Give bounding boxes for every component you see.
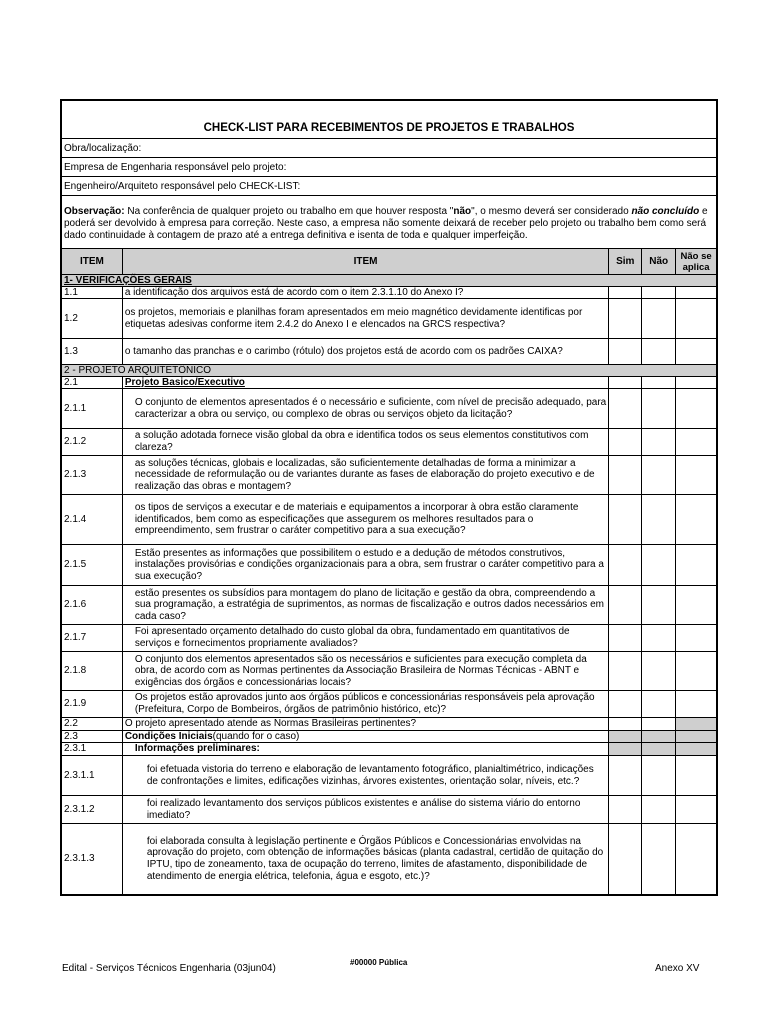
answer-nao-aplica-cell[interactable] <box>676 586 716 624</box>
table-row <box>62 586 716 625</box>
obs-nao: não <box>453 206 472 217</box>
section-verificacoes-gerais <box>62 275 716 287</box>
answer-nao-aplica-cell[interactable] <box>676 456 716 494</box>
answer-sim-cell[interactable] <box>609 756 642 795</box>
table-row <box>62 377 716 389</box>
answer-sim-cell[interactable] <box>609 389 642 428</box>
answer-nao-cell[interactable] <box>642 718 676 730</box>
row-text: Os projetos estão aprovados junto aos órgãos públicos e concessionárias responsáveis pela aprovação (Prefeitura, Corpo de Bombeiros, órgãos de patrimônio histórico, etc)? <box>123 691 610 717</box>
answer-sim-cell <box>609 743 642 755</box>
row-text: Foi apresentado orçamento detalhado do custo global da obra, fundamentado em quantitativos de serviços e fornecimentos propriamente avaliados? <box>123 625 610 651</box>
answer-sim-cell[interactable] <box>609 545 642 585</box>
answer-nao-cell[interactable] <box>642 545 676 585</box>
engenheiro-label: Engenheiro/Arquiteto responsável pelo CHECK-LIST: <box>64 180 301 192</box>
row-text-bold: Condições Iniciais <box>124 730 213 742</box>
table-row <box>62 545 716 586</box>
row-text: foi realizado levantamento dos serviços públicos existentes e análise do sistema viário do entorno imediato? <box>123 796 610 823</box>
row-num: 2.3 <box>62 731 123 742</box>
observation-note <box>62 196 716 249</box>
answer-sim-cell[interactable] <box>609 287 642 298</box>
row-num: 2.1.6 <box>62 586 123 624</box>
answer-nao-aplica-cell[interactable] <box>676 545 716 585</box>
answer-nao-aplica-cell[interactable] <box>676 299 716 338</box>
row-text: os projetos, memoriais e planilhas foram apresentados em meio magnético devidamente identificas por etiquetas adesivas conforme item 2.4.2 do Anexo I e elencados na GRCS respectiva? <box>123 299 610 338</box>
answer-nao-cell[interactable] <box>642 756 676 795</box>
row-text: Informações preliminares: <box>123 743 610 755</box>
row-num: 2.1.2 <box>62 429 123 455</box>
answer-nao-cell <box>642 731 676 742</box>
answer-sim-cell[interactable] <box>609 718 642 730</box>
row-num: 2.1.3 <box>62 456 123 494</box>
row-text: a identificação dos arquivos está de acordo com o item 2.3.1.10 do Anexo I? <box>123 287 610 298</box>
row-num: 2.3.1 <box>62 743 123 755</box>
row-text: O projeto apresentado atende as Normas Brasileiras pertinentes? <box>123 718 610 730</box>
row-num: 2.1.8 <box>62 652 123 690</box>
header-nao-aplica: Não se aplica <box>680 250 712 273</box>
table-row <box>62 389 716 429</box>
answer-nao-cell[interactable] <box>642 691 676 717</box>
row-text: Projeto Basico/Executivo <box>123 377 610 388</box>
header-sim: Sim <box>609 249 642 274</box>
answer-sim-cell[interactable] <box>609 377 642 388</box>
header-nao: Não <box>642 249 676 274</box>
answer-nao-aplica-cell[interactable] <box>676 824 716 894</box>
obra-label: Obra/localização: <box>64 142 142 154</box>
table-row <box>62 691 716 718</box>
answer-nao-cell[interactable] <box>642 796 676 823</box>
engenheiro-field[interactable] <box>62 177 716 196</box>
obs-label: Observação: <box>64 206 125 217</box>
checklist-sheet <box>60 99 718 896</box>
row-text: O conjunto dos elementos apresentados são os necessários e suficientes para execução completa da obra, de acordo com as Normas pertinentes da Associação Brasileira de Normas Técnicas - ABNT e exigências dos órgãos e concessionárias locais? <box>123 652 610 690</box>
row-text: Estão presentes as informações que possibilitem o estudo e a dedução de métodos construtivos, instalações provisórias e condições organizacionais para a obra, sem frustrar o caráter competitivo para a sua execução? <box>123 545 610 585</box>
table-row <box>62 824 716 894</box>
empresa-field[interactable] <box>62 158 716 177</box>
empresa-label: Empresa de Engenharia responsável pelo projeto: <box>64 161 287 173</box>
header-item-num: ITEM <box>62 249 123 274</box>
row-num: 2.3.1.3 <box>62 824 123 894</box>
header-item: ITEM <box>123 249 610 274</box>
table-row <box>62 625 716 652</box>
answer-nao-aplica-cell <box>676 731 716 742</box>
table-row <box>62 456 716 495</box>
answer-nao-cell <box>642 743 676 755</box>
row-num: 2.1.4 <box>62 495 123 544</box>
answer-nao-aplica-cell[interactable] <box>676 495 716 544</box>
table-header <box>62 249 716 275</box>
answer-nao-cell[interactable] <box>642 429 676 455</box>
answer-nao-aplica-cell[interactable] <box>676 625 716 651</box>
row-num: 2.1.1 <box>62 389 123 428</box>
answer-sim-cell[interactable] <box>609 429 642 455</box>
row-num: 2.1.5 <box>62 545 123 585</box>
row-text: os tipos de serviços a executar e de materiais e equipamentos a incorporar à obra estão claramente identificados, bem como as especificações que assegurem os melhores resultados para o empreendimento, sem frustrar o caráter competitivo para a sua execução? <box>123 495 610 544</box>
row-num: 1.1 <box>62 287 123 298</box>
obra-field[interactable] <box>62 139 716 158</box>
obs-text-3: e poderá ser devolvido à empresa para correção. Neste caso, a empresa não somente deixará de receber pelo projeto ou trabalho bem como será dado continuidade à contagem de prazo até a entrega definitiva e isenta de toda e qualquer imperfeição. <box>64 206 708 241</box>
table-row <box>62 287 716 299</box>
answer-sim-cell[interactable] <box>609 796 642 823</box>
answer-nao-cell[interactable] <box>642 495 676 544</box>
footer-classification: #00000 Pública <box>350 958 408 967</box>
row-num: 2.2 <box>62 718 123 730</box>
row-text: o tamanho das pranchas e o carimbo (rótulo) dos projetos está de acordo com os padrões CAIXA? <box>123 339 610 364</box>
answer-nao-aplica-cell[interactable] <box>676 339 716 364</box>
answer-nao-aplica-cell[interactable] <box>676 718 716 730</box>
row-num: 2.3.1.2 <box>62 796 123 823</box>
footer-edital: Edital - Serviços Técnicos Engenharia (03jun04) <box>62 963 276 974</box>
answer-nao-aplica-cell[interactable] <box>676 691 716 717</box>
table-row <box>62 756 716 796</box>
answer-nao-cell[interactable] <box>642 339 676 364</box>
page-title <box>62 101 716 139</box>
answer-nao-cell[interactable] <box>642 586 676 624</box>
row-num: 1.3 <box>62 339 123 364</box>
table-row <box>62 718 716 731</box>
answer-nao-cell[interactable] <box>642 625 676 651</box>
answer-sim-cell[interactable] <box>609 299 642 338</box>
answer-nao-aplica-cell[interactable] <box>676 377 716 388</box>
row-text: as soluções técnicas, globais e localizadas, são suficientemente detalhadas de forma a minimizar a necessidade de reformulação ou de variantes durante as fases de elaboração do projeto executivo e de realização das obras e montagem? <box>123 456 610 494</box>
section-2-title: 2 - PROJETO ARQUITETÔNICO <box>64 365 212 376</box>
answer-nao-aplica-cell[interactable] <box>676 756 716 795</box>
answer-nao-aplica-cell <box>676 743 716 755</box>
section-1-title: 1- VERIFICAÇÕES GERAIS <box>64 275 192 286</box>
answer-sim-cell <box>609 731 642 742</box>
row-text-extra: (quando for o caso) <box>212 730 300 742</box>
obs-nao-concluido: não concluído <box>631 206 700 217</box>
answer-sim-cell[interactable] <box>609 652 642 690</box>
row-num: 2.3.1.1 <box>62 756 123 795</box>
answer-nao-aplica-cell[interactable] <box>676 796 716 823</box>
row-text: a solução adotada fornece visão global da obra e identifica todos os seus elementos constitutivos com clareza? <box>123 429 610 455</box>
row-num: 2.1.9 <box>62 691 123 717</box>
table-row <box>62 339 716 365</box>
answer-sim-cell[interactable] <box>609 824 642 894</box>
table-row <box>62 743 716 756</box>
answer-sim-cell[interactable] <box>609 495 642 544</box>
answer-nao-aplica-cell[interactable] <box>676 389 716 428</box>
table-row <box>62 299 716 339</box>
answer-nao-cell[interactable] <box>642 389 676 428</box>
answer-nao-aplica-cell[interactable] <box>676 429 716 455</box>
answer-sim-cell[interactable] <box>609 339 642 364</box>
title-text: CHECK-LIST PARA RECEBIMENTOS DE PROJETOS E TRABALHOS <box>203 122 575 134</box>
table-row <box>62 429 716 456</box>
table-row <box>62 731 716 743</box>
answer-sim-cell[interactable] <box>609 691 642 717</box>
row-text: estão presentes os subsídios para montagem do plano de licitação e gestão da obra, compreendendo a sua programação, a estratégia de suprimentos, as normas de fiscalização e outros dados necessários em cada caso? <box>123 586 610 624</box>
answer-nao-aplica-cell[interactable] <box>676 287 716 298</box>
obs-text-2: ", o mesmo deverá ser considerado <box>471 206 632 217</box>
obs-text-1: Na conferência de qualquer projeto ou trabalho em que houver resposta " <box>124 206 454 217</box>
answer-nao-cell[interactable] <box>642 824 676 894</box>
answer-sim-cell[interactable] <box>609 586 642 624</box>
answer-nao-aplica-cell[interactable] <box>676 652 716 690</box>
answer-nao-cell[interactable] <box>642 456 676 494</box>
row-num: 1.2 <box>62 299 123 338</box>
answer-nao-cell[interactable] <box>642 299 676 338</box>
answer-nao-cell[interactable] <box>642 377 676 388</box>
answer-nao-cell[interactable] <box>642 652 676 690</box>
row-text <box>123 731 610 742</box>
row-text: foi efetuada vistoria do terreno e elaboração de levantamento fotográfico, planialtimétrico, indicações de confrontações e limites, edificações vizinhas, árvores existentes, orientação solar, níveis, etc.? <box>123 756 610 795</box>
answer-sim-cell[interactable] <box>609 625 642 651</box>
table-row <box>62 495 716 545</box>
answer-nao-cell[interactable] <box>642 287 676 298</box>
row-text: foi elaborada consulta à legislação pertinente e Órgãos Públicos e Concessionárias envolvidas na aprovação do projeto, com obtenção de informações básicas (planta cadastral, certidão de quitação do IPTU, tipo de zoneamento, taxa de ocupação do terreno, limites de afastamento, disponibilidade de atendimento de energia elétrica, telefonia, água e esgoto, etc.)? <box>123 824 610 894</box>
section-projeto-arquitetonico <box>62 365 716 377</box>
row-text: O conjunto de elementos apresentados é o necessário e suficiente, com nível de precisão adequado, para caracterizar a obra ou serviço, ou complexo de obras ou serviços objeto da licitação? <box>123 389 610 428</box>
answer-sim-cell[interactable] <box>609 456 642 494</box>
table-row <box>62 796 716 824</box>
row-num: 2.1 <box>62 377 123 388</box>
table-row <box>62 652 716 691</box>
row-num: 2.1.7 <box>62 625 123 651</box>
footer-annex: Anexo XV <box>655 963 700 974</box>
